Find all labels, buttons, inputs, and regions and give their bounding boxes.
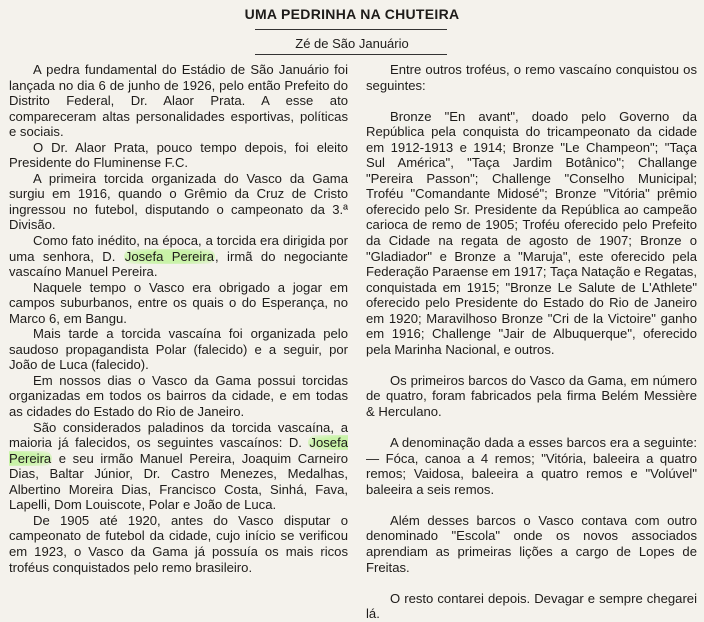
paragraph: Em nossos dias o Vasco da Gama possui torcidas organizadas em todos os bairros da cidade, e em todas as cidades do Estado do Rio de Janeiro. — [9, 372, 348, 420]
paragraph: Entre outros troféus, o remo vascaíno conquistou os seguintes: — [366, 62, 697, 93]
paragraph: Além desses barcos o Vasco contava com outro denominado "Escola" onde os novos associados aprendiam as primeiras lições a cargo de Lopes de Freitas. — [366, 512, 697, 575]
paragraph: Os primeiros barcos do Vasco da Gama, em número de quatro, foram fabricados pela firma Belém Messière & Herculano. — [366, 372, 697, 420]
paragraph: O resto contarei depois. Devagar e sempre chegarei lá. — [366, 590, 697, 622]
highlighted-name: Josefa Pereira — [9, 435, 348, 466]
text-run: , irmã do negociante vascaíno Manuel Pereira. — [9, 248, 348, 280]
paragraph: O Dr. Alaor Prata, pouco tempo depois, foi eleito Presidente do Fluminense F.C. — [9, 139, 348, 171]
paragraph: Bronze "En avant", doado pelo Governo da República pela conquista do tricampeonato da cidade em 1912-1913 e 1914; Bronze "Le Champeon"; "Taça Sul América", "Taça Jardim Botânico"; Challange "Pereira Passon"; Challenge "Conselho Municipal; Troféu "Comandante Midosé"; Bronze "Vitória" prêmio oferecido pelo Sr. Presidente da República ao campeão carioca de remo de 1905; Troféu oferecido pelo Prefeito da Cidade na regata de agosto de 1907; Bronze o "Gladiador" e Bronze a "Maruja", este oferecido pela Federação Paraense em 1917; Taça Natação e Regatas, conquistada em 1915; "Bronze Le Salute de L'Athlete" oferecido pelo Presidente do Estado do Rio de Janeiro em 1920; Maravilhoso Bronze "Cri de la Victoire" ganho em 1916; Challenge "Jair de Albuquerque", oferecido pela Marinha Nacional, e outros. — [366, 108, 697, 357]
article-byline: Zé de São Januário — [295, 36, 409, 51]
text-run: e seu irmão Manuel Pereira, Joaquim Carneiro Dias, Baltar Júnior, Dr. Castro Menezes, Medalhas, Albertino Moreira Dias, Francisco Costa, Sinhá, Fava, Lapelli, Dom Louiscote, Polar e João de Luca. — [9, 450, 348, 513]
paragraph: A denominação dada a esses barcos era a seguinte: — Fóca, canoa a 4 remos; "Vitória, baleeira a quatro remos; Vaidosa, baleeira a quatro remos e "Volúvel" baleeira a seis remos. — [366, 435, 697, 497]
text-run: Como fato inédito, na época, a torcida era dirigida por uma senhora, D. — [9, 233, 348, 264]
paragraph: Mais tarde a torcida vascaína foi organizada pelo saudoso propagandista Polar (falecido) e a seguir, por João de Luca (falecido). — [9, 326, 348, 373]
text-run: São considerados paladinos da torcida vascaína, a maioria já falecidos, os seguintes vascaínos: D. — [9, 419, 348, 451]
paragraph — [9, 420, 348, 513]
title-rule — [255, 29, 447, 30]
paragraph: De 1905 até 1920, antes do Vasco disputar o campeonato de futebol da cidade, cujo início se verificou em 1923, o Vasco da Gama já possuía os mais ricos troféus conquistados pelo remo brasileiro. — [9, 512, 348, 575]
article-title: UMA PEDRINHA NA CHUTEIRA — [244, 6, 460, 22]
right-column — [366, 62, 697, 622]
left-column — [9, 62, 348, 575]
paragraph: A primeira torcida organizada do Vasco da Gama surgiu em 1916, quando o Grêmio da Cruz de Cristo ingressou no futebol, disputando o campeonato da 3.ª Divisão. — [9, 170, 348, 233]
paragraph: A pedra fundamental do Estádio de São Januário foi lançada no dia 6 de junho de 1926, pelo então Prefeito do Distrito Federal, Dr. Alaor Prata. A esse ato compareceram altas personalidades esportivas, políticas e sociais. — [9, 62, 348, 140]
byline-rule — [255, 54, 447, 55]
paragraph: Naquele tempo o Vasco era obrigado a jogar em campos suburbanos, entre os quais o do Esperança, no Marco 6, em Bangu. — [9, 279, 348, 326]
highlighted-name: Josefa Pereira — [124, 248, 214, 264]
paragraph — [9, 233, 348, 280]
